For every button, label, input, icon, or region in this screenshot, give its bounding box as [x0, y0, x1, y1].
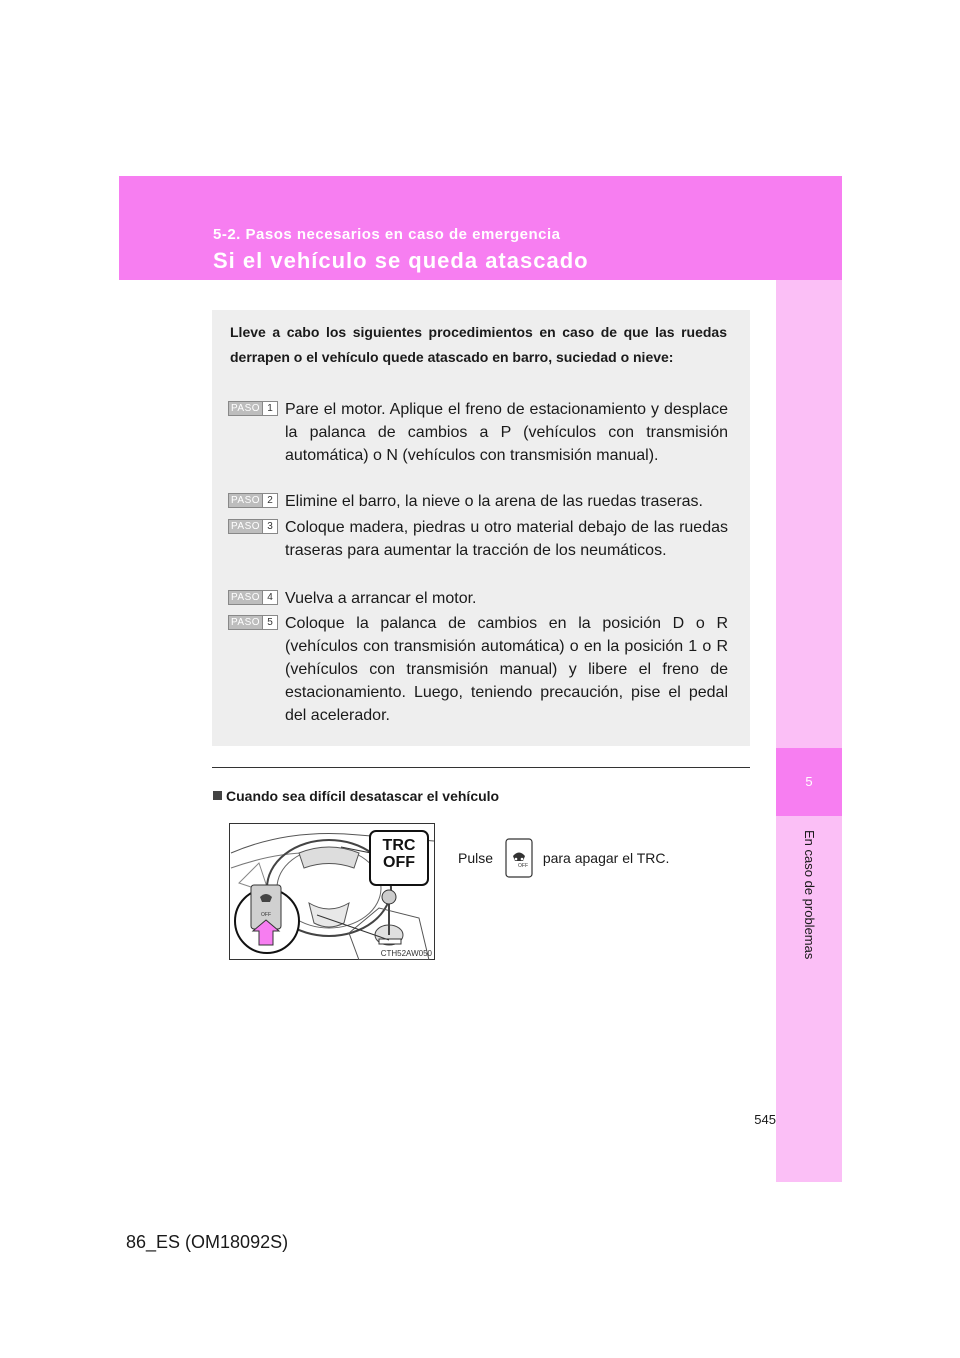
- document-code: 86_ES (OM18092S): [126, 1232, 289, 1252]
- step-badge: PASO 5: [228, 615, 278, 630]
- procedure-intro: Lleve a cabo los siguientes procedimientos en caso de que las ruedas derrapen o el vehículo quede atascado en barro, suciedad o nieve:: [230, 324, 727, 365]
- square-bullet-icon: [213, 791, 222, 800]
- step-text: Elimine el barro, la nieve o la arena de las ruedas traseras.: [285, 493, 703, 510]
- step-badge: PASO 1: [228, 401, 278, 416]
- procedure-box: [212, 310, 750, 746]
- page-title: Si el vehículo se queda atascado: [213, 248, 589, 273]
- trc-off-button-icon: [505, 838, 533, 881]
- chapter-side-tab: [776, 280, 842, 1182]
- step-text: Coloque madera, piedras u otro material debajo de las ruedas traseras para aumentar la tracción de los neumáticos.: [285, 519, 728, 559]
- dashboard-illustration: [229, 823, 435, 960]
- section-label: 5-2. Pasos necesarios en caso de emergencia: [213, 226, 561, 243]
- trc-off-button-label: OFF: [518, 863, 528, 869]
- step-text: Coloque la palanca de cambios en la posición D o R (vehículos con transmisión automática) o en la posición 1 o R (vehículos con transmisión manual) y libere el freno de estacionamiento. Luego, teniendo precaución, pise el pedal del acelerador.: [285, 615, 728, 724]
- header-band: [119, 176, 842, 280]
- trc-instruction: Pulse OFF para apagar el TRC.: [458, 838, 669, 881]
- step-badge: PASO 3: [228, 519, 278, 534]
- note-heading: Cuando sea difícil desatascar el vehículo: [213, 788, 499, 804]
- zoom-button-label: OFF: [261, 912, 271, 918]
- step-badge: PASO 2: [228, 493, 278, 508]
- chapter-title: En caso de problemas: [802, 830, 817, 960]
- section-divider: [212, 767, 750, 768]
- page-number: 545: [754, 1112, 776, 1127]
- step-text: Pare el motor. Aplique el freno de estacionamiento y desplace la palanca de cambios a P (vehículos con transmisión automática) o N (vehículos con transmisión manual).: [285, 401, 728, 464]
- step-text: Vuelva a arrancar el motor.: [285, 590, 477, 607]
- trc-off-callout-text: TRC OFF: [382, 837, 416, 871]
- step-badge: PASO 4: [228, 590, 278, 605]
- figure-code: CTH52AW050: [380, 949, 432, 958]
- chapter-number: 5: [776, 748, 842, 816]
